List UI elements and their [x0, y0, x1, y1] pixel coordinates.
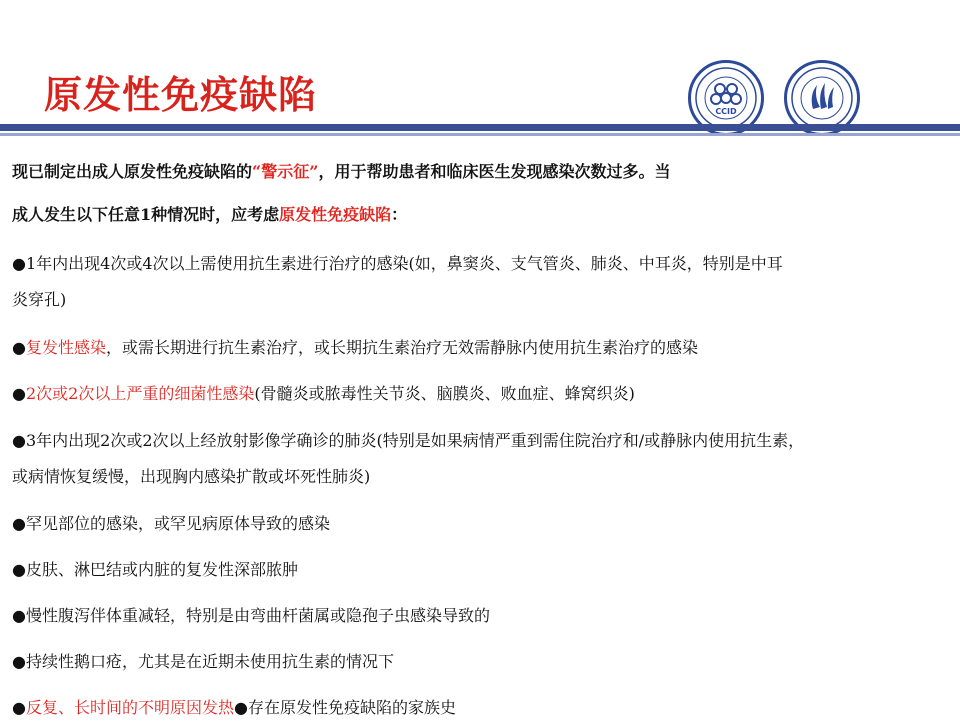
header-divider — [0, 124, 960, 131]
list-item: ●3年内出现2次或2次以上经放射影像学确诊的肺炎(特别是如果病情严重到需住院治疗和/或静脉内使用抗生素， — [12, 431, 805, 450]
bullet-icon: ● — [12, 652, 26, 671]
list-item-continuation: 炎穿孔) — [12, 290, 67, 309]
list-item: ●2次或2次以上严重的细菌性感染(骨髓炎或脓毒性关节炎、脑膜炎、败血症、蜂窝织炎) — [12, 384, 635, 403]
list-item: ●持续性鹅口疮，尤其是在近期未使用抗生素的情况下 — [12, 652, 394, 671]
bullet-icon: ● — [12, 698, 26, 717]
list-item: ●慢性腹泻伴体重减轻，特别是由弯曲杆菌属或隐孢子虫感染导致的 — [12, 606, 490, 625]
list-item: ●1年内出现4次或4次以上需使用抗生素进行治疗的感染(如，鼻窦炎、支气管炎、肺炎、中耳炎，特别是中耳 — [12, 254, 783, 273]
list-item: ●罕见部位的感染，或罕见病原体导致的感染 — [12, 514, 330, 533]
header-divider-light — [0, 133, 960, 136]
bullet-icon: ● — [12, 514, 26, 533]
bullet-icon: ● — [12, 431, 26, 450]
ccid-logo-label: CCID — [715, 107, 737, 116]
bullet-icon: ● — [12, 338, 26, 357]
page-title: 原发性免疫缺陷 — [44, 73, 318, 117]
list-item: ●反复、长时间的不明原因发热●存在原发性免疫缺陷的家族史 — [12, 698, 456, 717]
intro-line-1: 现已制定出成人原发性免疫缺陷的“警示征”，用于帮助患者和临床医生发现感染次数过多。当 — [12, 162, 671, 181]
pid-highlight: 原发性免疫缺陷 — [279, 205, 392, 224]
bullet-icon: ● — [12, 606, 26, 625]
intro-line-2: 成人发生以下任意1种情况时，应考虑原发性免疫缺陷： — [12, 205, 408, 224]
list-item-continuation: 或病情恢复缓慢，出现胸内感染扩散或坏死性肺炎) — [12, 467, 371, 486]
warning-signs-highlight: “警示征” — [252, 162, 319, 181]
bullet-icon: ● — [12, 560, 26, 579]
bullet-icon: ● — [233, 698, 248, 717]
bullet-icon: ● — [12, 384, 26, 403]
list-item: ●复发性感染，或需长期进行抗生素治疗，或长期抗生素治疗无效需静脉内使用抗生素治疗的感染 — [12, 338, 698, 357]
bullet-icon: ● — [12, 254, 26, 273]
list-item: ●皮肤、淋巴结或内脏的复发性深部脓肿 — [12, 560, 298, 579]
